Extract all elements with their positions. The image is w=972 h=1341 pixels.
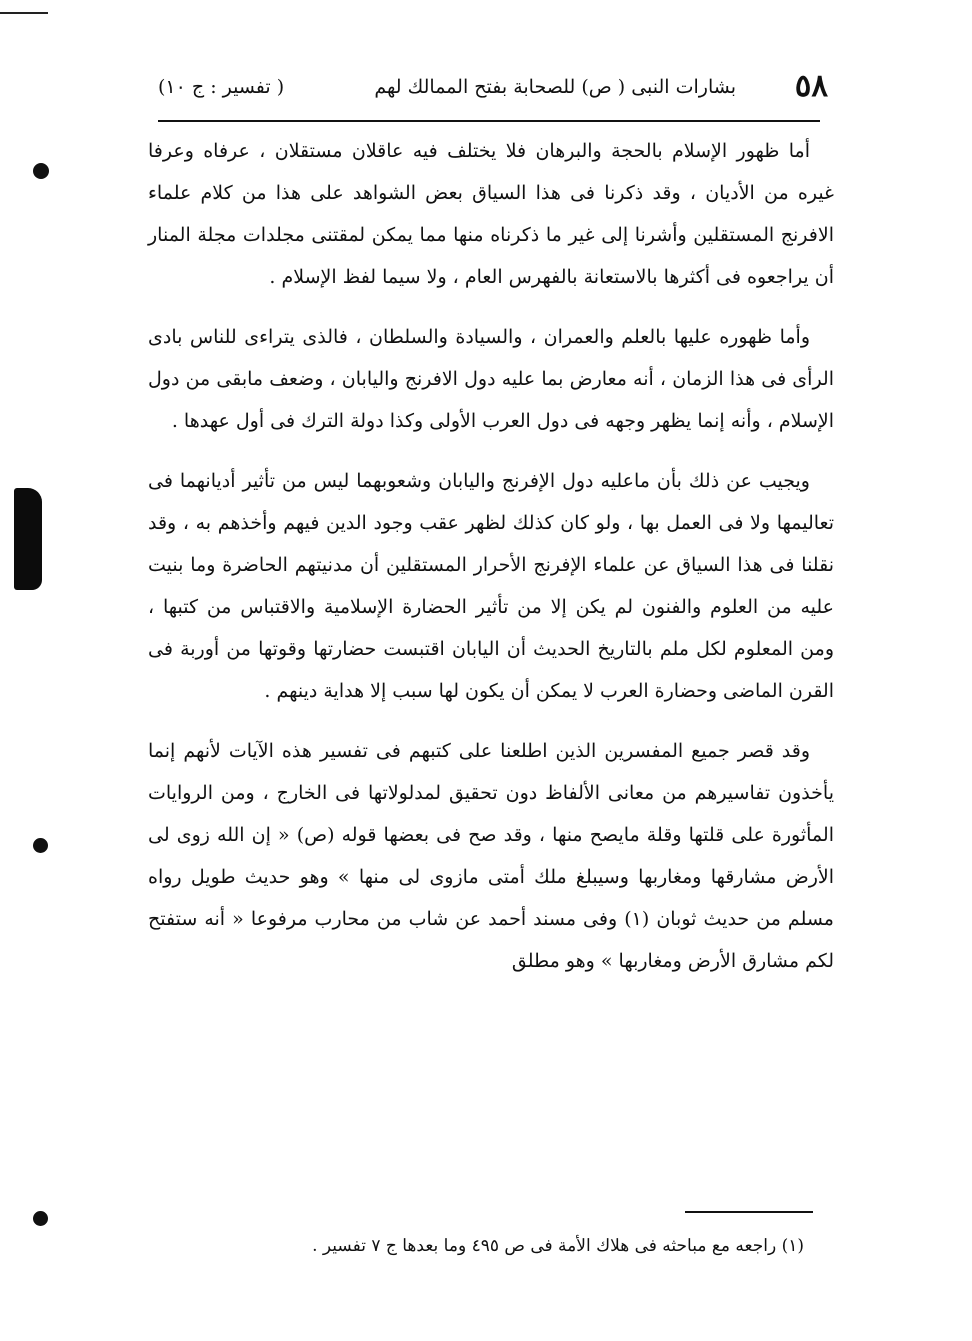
running-header <box>158 68 828 118</box>
ink-blot-2 <box>33 838 48 853</box>
paragraph-4: وقد قصر جميع المفسرين الذين اطلعنا على كتبهم فى تفسير هذه الآيات لأنهم إنما يأخذون تفاسيرهم من معانى الألفاظ دون تحقيق لمدلولاتها فى الخارج ، ومن الروايات المأثورة على قلتها وقلة مايصح منها ، وقد صح فى بعضها قوله (ص) « إن الله زوى لى الأرض مشارقها ومغاربها وسيبلغ ملك أمتى مازوى لى منها » وهو حديث طويل رواه مسلم من حديث ثوبان (١) وفى مسند أحمد عن شاب من محارب مرفوعا « أنه ستفتح لكم مشارق الأرض ومغاربها » وهو مطلق <box>148 740 834 972</box>
scan-corner-line <box>0 12 48 14</box>
running-title: بشارات النبى ( ص) للصحابة بفتح الممالك لهم <box>374 76 736 98</box>
scan-binding-shadow <box>14 488 42 590</box>
page-number: ٥٨ <box>794 68 828 104</box>
ink-blot-1 <box>33 163 49 179</box>
section-reference: ( تفسير : ج ١٠) <box>158 76 285 98</box>
ink-blot-3 <box>33 1211 48 1226</box>
header-divider <box>158 120 820 122</box>
footnote: (١) راجعه مع مباحثه فى هلاك الأمة فى ص ٤٩٥ وما بعدها ج ٧ تفسير . <box>312 1236 804 1256</box>
paragraph-1: أما ظهور الإسلام بالحجة والبرهان فلا يختلف فيه عاقلان مستقلان ، عرفاه وعرفا غيره من الأديان ، وقد ذكرنا فى هذا السياق بعض الشواهد على هذا من كلام علماء الافرنج المستقلين وأشرنا إلى غير ما ذكرناه منها مما يمكن لمقتنى مجلدات مجلة المنار أن يراجعوه فى أكثرها بالاستعانة بالفهرس العام ، ولا سيما لفظ الإسلام . <box>148 140 834 288</box>
main-text <box>148 130 834 982</box>
footnote-divider <box>685 1211 813 1213</box>
paragraph-2: وأما ظهوره عليها بالعلم والعمران ، والسيادة والسلطان ، فالذى يتراءى للناس بادى الرأى فى هذا الزمان ، أنه معارض بما عليه دول الافرنج واليابان ، وضعف مابقى من دول الإسلام ، وأنه إنما يظهر وجهه فى دول العرب الأولى وكذا دولة الترك فى أول عهدها . <box>148 326 834 432</box>
paragraph-3: ويجيب عن ذلك بأن ماعليه دول الإفرنج واليابان وشعوبهما ليس من تأثير أديانهما فى تعاليمها ولا فى العمل بها ، ولو كان كذلك لظهر عقب وجود الدين فيهم وأخذهم به ، وقد نقلنا فى هذا السياق عن علماء الإفرنج الأحرار المستقلين أن مدنيتهم الحاضرة وما بنيت عليه من العلوم والفنون لم يكن إلا من تأثير الحضارة الإسلامية والاقتباس من كتبها ، ومن المعلوم لكل ملم بالتاريخ الحديث أن اليابان اقتبست حضارتها وقوتها من أوربة فى القرن الماضى وحضارة العرب لا يمكن أن يكون لها سبب إلا هداية دينهم . <box>148 470 834 702</box>
